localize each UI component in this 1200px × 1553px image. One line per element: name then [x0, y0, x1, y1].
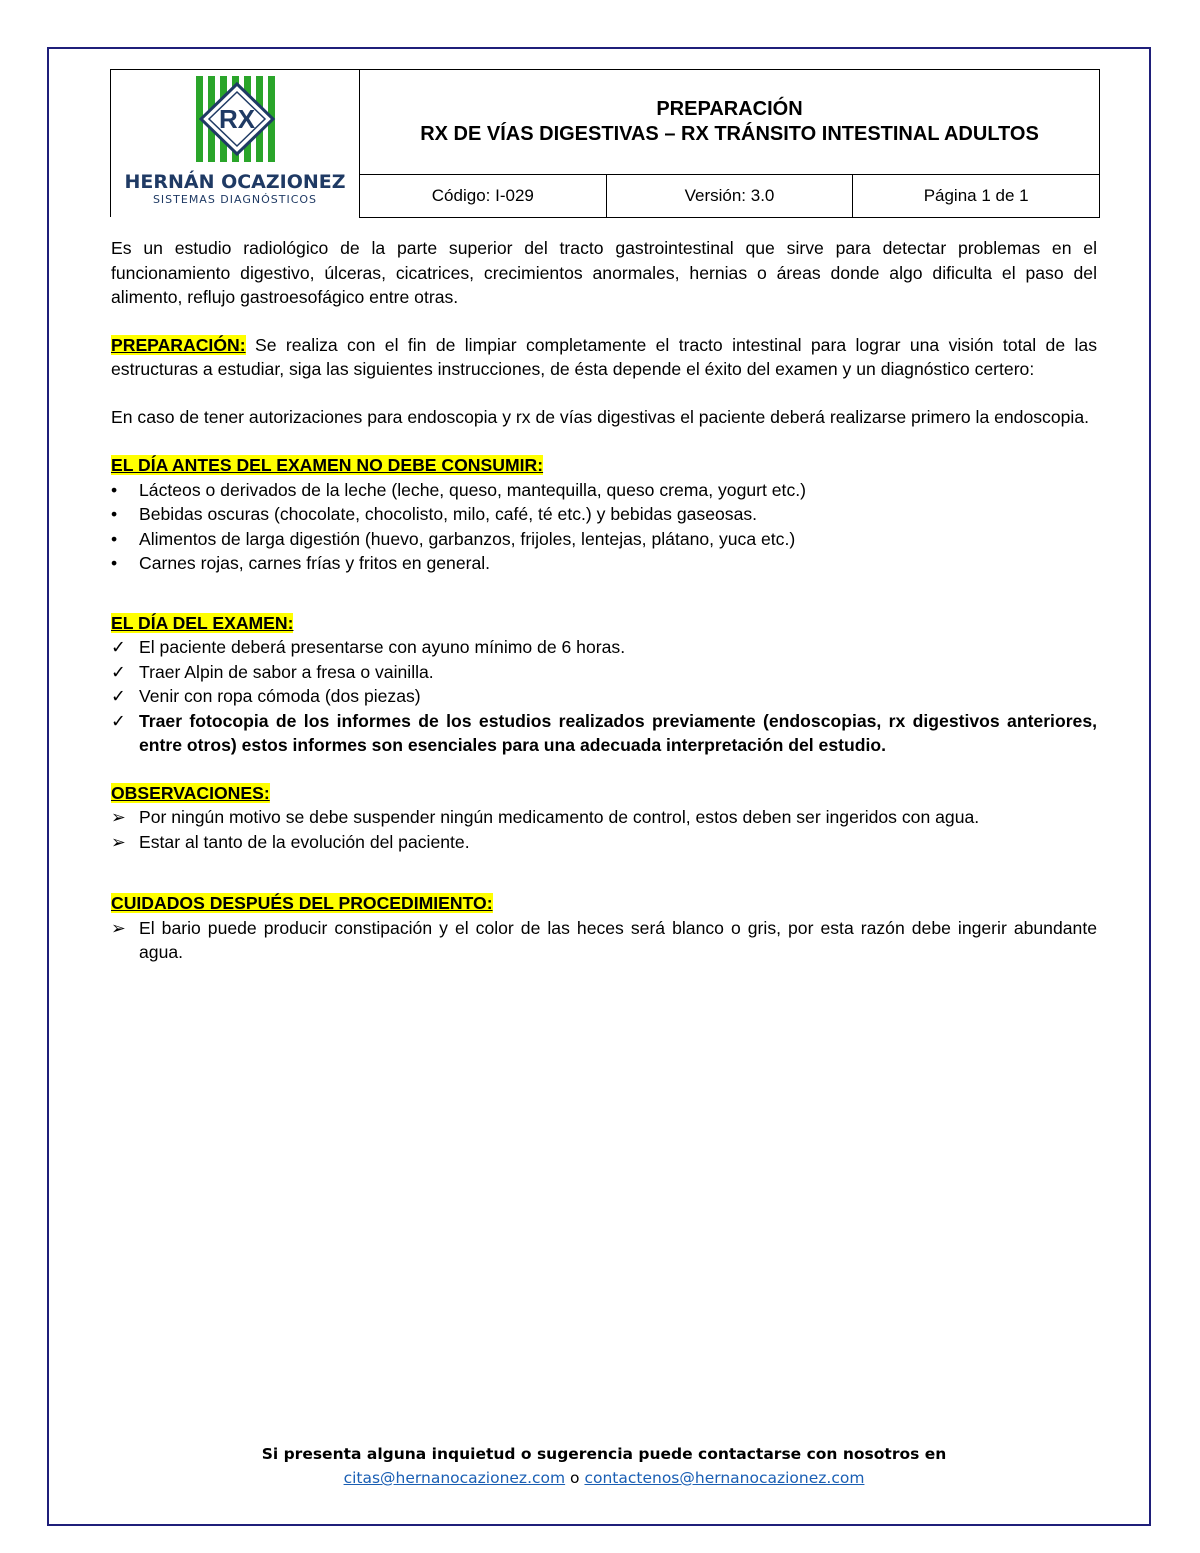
endoscopy-note: En caso de tener autorizaciones para endoscopia y rx de vías digestivas el paciente deberá realizarse primero la endoscopia.	[111, 406, 1089, 427]
document-header	[110, 69, 1100, 213]
title-cell	[360, 70, 1100, 175]
list-item-text: El bario puede producir constipación y el color de las heces será blanco o gris, por esta razón debe ingerir abundante agua.	[139, 917, 1097, 962]
list-item-text: Bebidas oscuras (chocolate, chocolisto, milo, café, té etc.) y bebidas gaseosas.	[139, 504, 758, 524]
preparation-text: Se realiza con el fin de limpiar completamente el tracto intestinal para lograr una visión total de las estructuras a estudiar, siga las siguientes instrucciones, de ésta depende el éxito del examen y un diagnóstico certero:	[111, 334, 1097, 379]
aftercare-list	[111, 916, 1097, 965]
footer-contact-text: Si presenta alguna inquietud o sugerencia puede contactarse con nosotros en	[261, 1445, 947, 1463]
list-item-text: Estar al tanto de la evolución del paciente.	[139, 831, 470, 852]
day-before-title-text: EL DÍA ANTES DEL EXAMEN NO DEBE CONSUMIR:	[111, 455, 544, 475]
company-logo	[111, 70, 357, 212]
checkmark-icon: ✓	[111, 637, 126, 657]
exam-day-list	[111, 635, 1097, 758]
list-item	[111, 830, 1097, 855]
exam-day-title	[111, 611, 1097, 636]
list-item	[111, 660, 1097, 685]
observations-title	[111, 781, 1097, 806]
doc-title-line2: RX DE VÍAS DIGESTIVAS – RX TRÁNSITO INTESTINAL ADULTOS	[420, 122, 1039, 145]
list-item-text: Lácteos o derivados de la leche (leche, queso, mantequilla, queso crema, yogurt etc.)	[139, 479, 806, 500]
list-item	[111, 478, 1097, 503]
preparation-paragraph	[111, 333, 1097, 382]
logo-tagline-text: SISTEMAS DIAGNÓSTICOS	[152, 193, 318, 206]
day-before-title	[111, 453, 1097, 478]
day-before-list	[111, 478, 1097, 576]
document-body	[111, 236, 1097, 965]
aftercare-title	[111, 891, 1097, 916]
list-item-text: El paciente deberá presentarse con ayuno mínimo de 6 horas.	[139, 637, 626, 657]
list-item	[111, 551, 1097, 576]
code-cell: Código: I-029	[360, 174, 607, 217]
list-item	[111, 916, 1097, 965]
observations-title-text: OBSERVACIONES:	[111, 782, 270, 803]
aftercare-title-text: CUIDADOS DESPUÉS DEL PROCEDIMIENTO:	[111, 893, 493, 913]
arrow-bullet-icon: ➢	[111, 917, 126, 938]
list-item-text: Venir con ropa cómoda (dos piezas)	[139, 686, 421, 706]
list-item	[111, 502, 1097, 527]
page-number-cell: Página 1 de 1	[853, 174, 1100, 217]
exam-day-title-text: EL DÍA DEL EXAMEN:	[111, 612, 294, 633]
arrow-bullet-icon: ➢	[111, 831, 126, 852]
checkmark-icon: ✓	[111, 661, 126, 682]
bullet-icon: •	[111, 504, 118, 524]
checkmark-icon: ✓	[111, 686, 126, 706]
checkmark-icon: ✓	[111, 710, 126, 731]
svg-text:RX: RX	[218, 104, 256, 134]
arrow-bullet-icon: ➢	[111, 807, 126, 827]
intro-paragraph: Es un estudio radiológico de la parte superior del tracto gastrointestinal que sirve para detectar problemas en el funcionamiento digestivo, úlceras, cicatrices, crecimientos anormales, hernias o áreas donde algo dificulta el paso del alimento, reflujo gastroesofágico entre otras.	[111, 238, 1097, 307]
list-item	[111, 635, 1097, 660]
bullet-icon: •	[111, 528, 118, 549]
list-item-text: Traer fotocopia de los informes de los estudios realizados previamente (endoscopias, rx digestivos anteriores, entre otros) estos informes son esenciales para una adecuada interpretación del estudio.	[139, 710, 1097, 755]
logo-brand-text: HERNÁN OCAZIONEZ	[124, 171, 346, 193]
header-table	[110, 69, 1100, 218]
list-item-text: Carnes rojas, carnes frías y fritos en general.	[139, 553, 491, 573]
doc-title-line1: PREPARACIÓN	[656, 97, 803, 120]
list-item-text: Por ningún motivo se debe suspender ningún medicamento de control, estos deben ser ingeridos con agua.	[139, 807, 980, 827]
email-link-contactenos[interactable]: contactenos@hernanocazionez.com	[584, 1469, 865, 1487]
list-item	[111, 805, 1097, 830]
footer-emails	[110, 1466, 1098, 1490]
list-item	[111, 527, 1097, 552]
footer-separator: o	[565, 1469, 585, 1487]
document-footer	[110, 1442, 1098, 1490]
bullet-icon: •	[111, 553, 118, 573]
logo-cell	[111, 70, 360, 218]
list-item	[111, 709, 1097, 758]
list-item	[111, 684, 1097, 709]
preparation-label: PREPARACIÓN:	[111, 334, 246, 355]
list-item-text: Alimentos de larga digestión (huevo, garbanzos, frijoles, lentejas, plátano, yuca etc.)	[139, 528, 796, 549]
list-item-text: Traer Alpin de sabor a fresa o vainilla.	[139, 661, 434, 682]
email-link-citas[interactable]: citas@hernanocazionez.com	[343, 1469, 566, 1487]
version-cell: Versión: 3.0	[606, 174, 853, 217]
observations-list	[111, 805, 1097, 854]
bullet-icon: •	[111, 479, 118, 500]
